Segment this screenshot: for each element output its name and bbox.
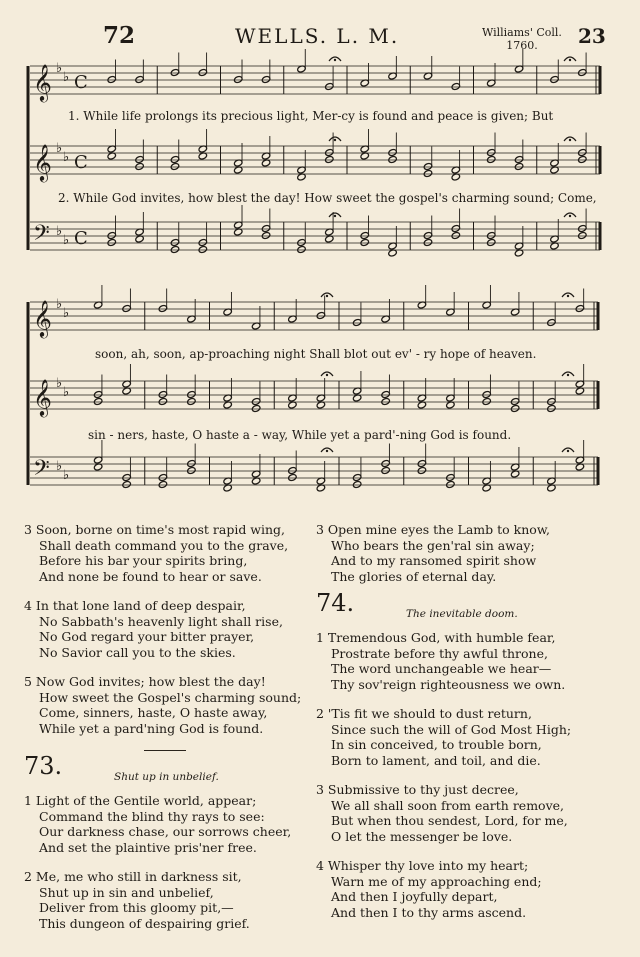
verse-line: Our darkness chase, our sorrows cheer, bbox=[39, 824, 292, 839]
note-head bbox=[297, 246, 306, 254]
left-text-column bbox=[24, 522, 314, 945]
bass-clef-icon: 𝄢 bbox=[33, 221, 50, 251]
fermata-dot bbox=[334, 59, 336, 61]
flat-icon: ♭ bbox=[63, 385, 70, 400]
note-head bbox=[187, 398, 196, 406]
note-head bbox=[578, 156, 587, 164]
verse-line: Shut up in sin and unbelief, bbox=[39, 884, 214, 900]
note-head bbox=[198, 239, 207, 247]
fermata-dot bbox=[334, 215, 336, 217]
note-head bbox=[325, 149, 334, 157]
verse-line: Deliver from this gloomy pit,— bbox=[39, 900, 234, 915]
common-time-icon: C bbox=[74, 72, 88, 93]
flat-icon: ♭ bbox=[63, 150, 70, 165]
note-head bbox=[423, 163, 432, 171]
stanza bbox=[316, 522, 628, 584]
verse-line: But when thou sendest, Lord, for me, bbox=[331, 813, 568, 828]
fermata-dot bbox=[567, 374, 569, 376]
verse-line: 1 Tremendous God, with humble fear, bbox=[316, 630, 556, 645]
note-head bbox=[325, 156, 334, 164]
verse-line: No God regard your bitter prayer, bbox=[39, 629, 255, 644]
note-head bbox=[158, 305, 167, 313]
note-head bbox=[187, 391, 196, 399]
note-head bbox=[158, 398, 167, 406]
note-head bbox=[170, 156, 179, 164]
note-head bbox=[360, 232, 369, 240]
note-head bbox=[451, 232, 460, 240]
verse-line: 3 Submissive to thy just decree, bbox=[316, 782, 519, 797]
note-head bbox=[170, 239, 179, 247]
verse-line: O let the messenger be love. bbox=[331, 828, 513, 844]
note-head bbox=[486, 239, 495, 247]
note-head bbox=[423, 170, 432, 178]
music-lyric-line-2: 2. While God invites, how blest the day! How sweet the gospel's charming sound; Come, bbox=[58, 191, 597, 205]
verse-line: 1 Light of the Gentile world, appear; bbox=[24, 793, 257, 808]
attribution-source: Williams' Coll. bbox=[482, 26, 562, 39]
note-head bbox=[423, 232, 432, 240]
verse-line: Who bears the gen'ral sin away; bbox=[331, 537, 535, 553]
verse-line: Since such the will of God Most High; bbox=[331, 721, 572, 737]
note-head bbox=[486, 156, 495, 164]
hymn-number-73: 73. bbox=[24, 752, 63, 780]
note-head bbox=[360, 239, 369, 247]
section-divider bbox=[144, 750, 186, 751]
verse-line: 3 Soon, borne on time's most rapid wing, bbox=[24, 522, 286, 537]
flat-icon: ♭ bbox=[63, 306, 70, 321]
verse-line: While yet a pard'ning God is found. bbox=[39, 720, 264, 736]
note-head bbox=[170, 246, 179, 254]
note-head bbox=[261, 232, 270, 240]
note-head bbox=[423, 239, 432, 247]
note-head bbox=[381, 467, 390, 475]
note-head bbox=[547, 398, 556, 406]
verse-line: This dungeon of despairing grief. bbox=[39, 915, 250, 931]
flat-icon: ♭ bbox=[63, 468, 70, 483]
verse-line: 4 Whisper thy love into my heart; bbox=[316, 858, 529, 873]
note-head bbox=[107, 239, 116, 247]
fermata-dot bbox=[567, 450, 569, 452]
note-head bbox=[486, 149, 495, 157]
note-head bbox=[388, 149, 397, 157]
note-head bbox=[93, 391, 102, 399]
music-lyric-line-3: soon, ah, soon, ap-proaching night Shall blot out ev' - ry hope of heaven. bbox=[95, 347, 537, 361]
note-head bbox=[575, 305, 584, 313]
note-head bbox=[550, 76, 559, 84]
flat-icon: ♭ bbox=[56, 61, 63, 76]
hymn-subtitle-74: The inevitable doom. bbox=[406, 608, 518, 620]
fermata-dot bbox=[569, 215, 571, 217]
verse-line: No Savior call you to the skies. bbox=[39, 644, 236, 660]
note-head bbox=[510, 405, 519, 413]
note-head bbox=[170, 163, 179, 171]
stanza bbox=[316, 782, 628, 844]
stanza bbox=[24, 674, 314, 736]
verse-line: Warn me of my approaching end; bbox=[331, 873, 542, 889]
verse-line: 4 In that lone land of deep despair, bbox=[24, 598, 246, 613]
flat-icon: ♭ bbox=[56, 141, 63, 156]
note-head bbox=[198, 69, 207, 77]
treble-clef-icon: 𝄞 bbox=[33, 299, 52, 337]
fermata-dot bbox=[326, 374, 328, 376]
stanza bbox=[24, 869, 314, 931]
verse-line: Before his bar your spirits bring, bbox=[39, 553, 248, 568]
note-head bbox=[93, 398, 102, 406]
hymn-subtitle-73: Shut up in unbelief. bbox=[114, 771, 219, 783]
verse-line: Come, sinners, haste, O haste away, bbox=[39, 705, 268, 720]
note-head bbox=[482, 398, 491, 406]
verse-line: Thy sov'reign righteousness we own. bbox=[331, 676, 566, 692]
verse-line: 3 Open mine eyes the Lamb to know, bbox=[316, 522, 551, 537]
verse-line: The word unchangeable we hear— bbox=[331, 661, 552, 676]
note-head bbox=[451, 83, 460, 91]
flat-icon: ♭ bbox=[56, 224, 63, 239]
note-head bbox=[288, 474, 297, 482]
fermata-dot bbox=[334, 139, 336, 141]
flat-icon: ♭ bbox=[56, 459, 63, 474]
note-head bbox=[158, 481, 167, 489]
verse-line: Born to lament, and toil, and die. bbox=[331, 752, 541, 768]
flat-icon: ♭ bbox=[63, 233, 70, 248]
verse-line: The glories of eternal day. bbox=[331, 568, 497, 584]
note-head bbox=[578, 232, 587, 240]
fermata-dot bbox=[569, 139, 571, 141]
note-head bbox=[122, 305, 131, 313]
note-head bbox=[135, 156, 144, 164]
hymn-number-74: 74. bbox=[316, 589, 355, 617]
note-head bbox=[233, 76, 242, 84]
note-head bbox=[381, 391, 390, 399]
verse-line: We all shall soon from earth remove, bbox=[331, 797, 565, 813]
note-head bbox=[547, 319, 556, 327]
stanza bbox=[316, 706, 628, 768]
note-head bbox=[261, 76, 270, 84]
stanza bbox=[24, 793, 314, 855]
treble-clef-icon: 𝄞 bbox=[33, 63, 52, 101]
right-text-column bbox=[316, 522, 628, 934]
fermata-dot bbox=[326, 295, 328, 297]
note-head bbox=[578, 149, 587, 157]
stanza bbox=[24, 598, 314, 660]
note-head bbox=[352, 474, 361, 482]
note-head bbox=[251, 398, 260, 406]
note-head bbox=[451, 225, 460, 233]
note-head bbox=[135, 76, 144, 84]
tune-title: WELLS. L. M. bbox=[235, 24, 400, 48]
hymn-heading bbox=[24, 752, 314, 789]
note-head bbox=[187, 467, 196, 475]
note-head bbox=[107, 76, 116, 84]
note-head bbox=[297, 239, 306, 247]
note-head bbox=[288, 467, 297, 475]
note-head bbox=[158, 391, 167, 399]
note-head bbox=[261, 225, 270, 233]
verse-line: Shall death command you to the grave, bbox=[39, 537, 289, 553]
verse-line: And none be found to hear or save. bbox=[39, 568, 262, 584]
note-head bbox=[446, 481, 455, 489]
note-head bbox=[514, 156, 523, 164]
note-head bbox=[417, 460, 426, 468]
note-head bbox=[251, 405, 260, 413]
note-head bbox=[158, 474, 167, 482]
note-head bbox=[417, 467, 426, 475]
treble-clef-icon: 𝄞 bbox=[33, 143, 52, 181]
note-head bbox=[325, 83, 334, 91]
fermata-dot bbox=[567, 295, 569, 297]
note-head bbox=[122, 474, 131, 482]
treble-clef-icon: 𝄞 bbox=[33, 378, 52, 416]
verse-line: And then I joyfully depart, bbox=[331, 889, 498, 904]
note-head bbox=[170, 69, 179, 77]
fermata-dot bbox=[569, 59, 571, 61]
flat-icon: ♭ bbox=[63, 70, 70, 85]
stanza bbox=[24, 522, 314, 584]
note-head bbox=[388, 156, 397, 164]
note-head bbox=[352, 481, 361, 489]
verse-line: 5 Now God invites; how blest the day! bbox=[24, 674, 266, 689]
verse-line: 2 'Tis fit we should to dust return, bbox=[316, 706, 532, 721]
note-head bbox=[578, 225, 587, 233]
note-head bbox=[352, 319, 361, 327]
verse-line: In sin conceived, to trouble born, bbox=[331, 737, 542, 752]
note-head bbox=[316, 312, 325, 320]
bass-clef-icon: 𝄢 bbox=[33, 456, 50, 486]
flat-icon: ♭ bbox=[56, 376, 63, 391]
note-head bbox=[122, 481, 131, 489]
note-head bbox=[547, 405, 556, 413]
note-head bbox=[198, 246, 207, 254]
note-head bbox=[135, 163, 144, 171]
attribution-year: 1760. bbox=[506, 39, 538, 52]
common-time-icon: C bbox=[74, 228, 88, 249]
verse-line: And set the plaintive pris'ner free. bbox=[39, 839, 257, 855]
fermata-dot bbox=[326, 450, 328, 452]
verse-line: And to my ransomed spirit show bbox=[331, 553, 537, 568]
music-lyric-line-4: sin - ners, haste, O haste a - way, While yet a pard'-ning God is found. bbox=[88, 428, 512, 442]
note-head bbox=[482, 391, 491, 399]
hymn-number: 72 bbox=[103, 22, 136, 49]
note-head bbox=[446, 474, 455, 482]
music-lyric-line-1: 1. While life prolongs its precious light, Mer-cy is found and peace is given; But bbox=[68, 109, 554, 123]
page-number: 23 bbox=[578, 24, 606, 48]
note-head bbox=[187, 460, 196, 468]
stanza bbox=[316, 858, 628, 920]
verse-line: 2 Me, me who still in darkness sit, bbox=[24, 869, 242, 884]
note-head bbox=[578, 69, 587, 77]
note-head bbox=[486, 232, 495, 240]
verse-line: Command the blind thy rays to see: bbox=[39, 808, 265, 824]
note-head bbox=[107, 232, 116, 240]
verse-line: No Sabbath's heavenly light shall rise, bbox=[39, 613, 283, 629]
common-time-icon: C bbox=[74, 152, 88, 173]
hymn-heading bbox=[316, 589, 628, 626]
note-head bbox=[381, 398, 390, 406]
verse-line: And then I to thy arms ascend. bbox=[331, 904, 527, 920]
flat-icon: ♭ bbox=[56, 297, 63, 312]
note-head bbox=[381, 460, 390, 468]
stanza bbox=[316, 630, 628, 692]
verse-line: How sweet the Gospel's charming sound; bbox=[39, 689, 302, 705]
verse-line: Prostrate before thy awful throne, bbox=[331, 645, 548, 661]
note-head bbox=[510, 398, 519, 406]
note-head bbox=[514, 163, 523, 171]
